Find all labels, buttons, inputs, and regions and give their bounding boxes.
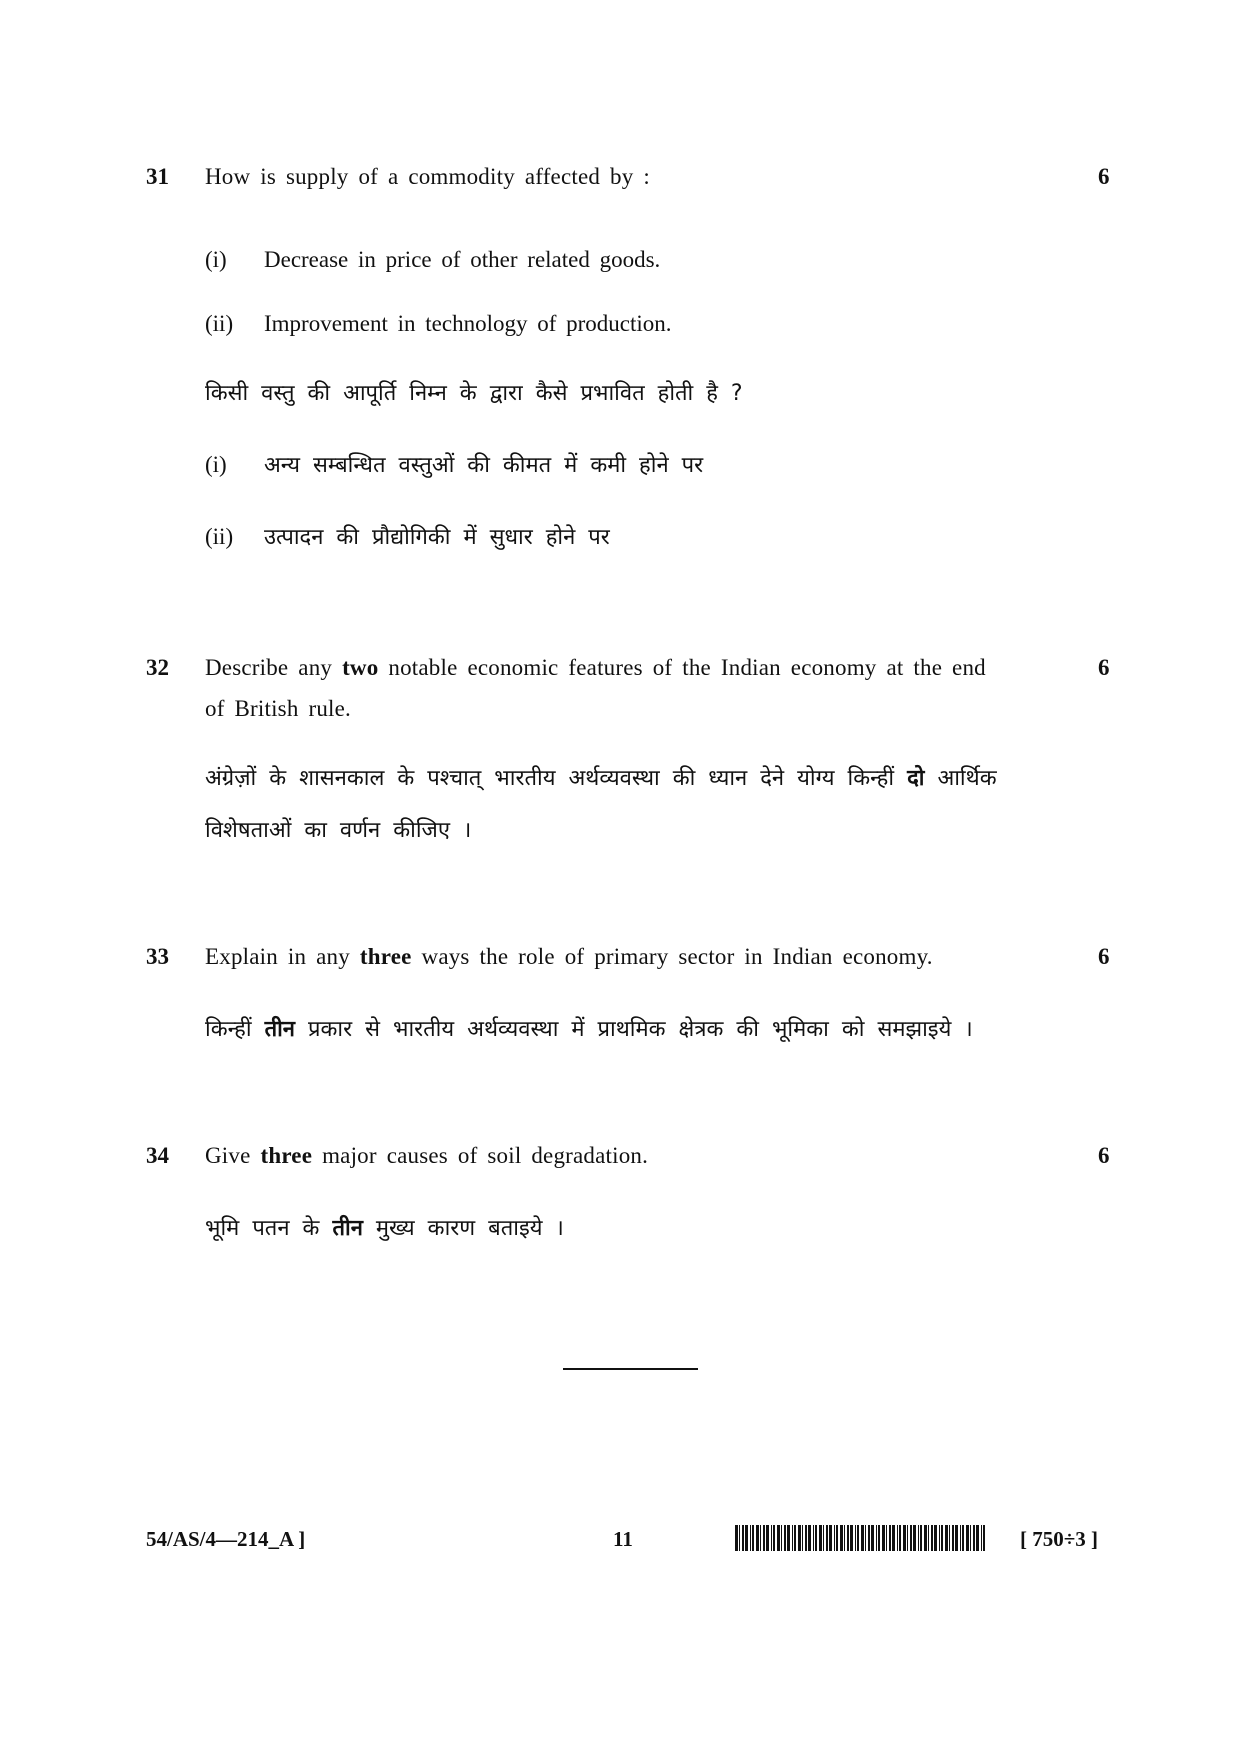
barcode-bar (882, 1525, 885, 1551)
question-number: 33 (146, 944, 169, 969)
sub-text-hi: उत्पादन की प्रौद्योगिकी में सुधार होने पर (264, 525, 610, 550)
emphasis-word: three (359, 944, 412, 969)
sub-label: (ii) (205, 311, 234, 336)
barcode-bar (805, 1525, 807, 1551)
barcode-bar (903, 1525, 906, 1551)
barcode-bar (844, 1525, 845, 1551)
barcode-bar (962, 1525, 964, 1551)
barcode-bar (855, 1525, 856, 1551)
question-text-hi (205, 762, 997, 792)
barcode-bar (813, 1525, 814, 1551)
barcode-bar (952, 1525, 954, 1551)
barcode-bar (792, 1525, 793, 1551)
sub-label: (i) (205, 452, 227, 477)
text-segment: अंग्रेज़ों के शासनकाल के पश्चात् भारतीय अर्थव्यवस्था की ध्यान देने योग्य किन्हीं (205, 766, 895, 791)
question-text-en (205, 1143, 648, 1169)
barcode-bar (857, 1525, 859, 1551)
sub-text-en: Improvement in technology of production. (264, 311, 672, 336)
barcode-bar (815, 1525, 817, 1551)
barcode-bar (945, 1525, 948, 1551)
barcode-bar (808, 1525, 811, 1551)
end-divider (563, 1368, 698, 1370)
barcode-bar (773, 1525, 775, 1551)
barcode-bar (794, 1525, 796, 1551)
barcode-bar (897, 1525, 898, 1551)
barcode-bar (920, 1525, 922, 1551)
barcode-bar (868, 1525, 870, 1551)
barcode-bar (878, 1525, 880, 1551)
barcode-bar (934, 1525, 937, 1551)
question-text-en (205, 944, 933, 970)
page-number: 11 (613, 1527, 633, 1551)
barcode-bar (861, 1525, 864, 1551)
barcode-bar (865, 1525, 866, 1551)
barcode-bar (850, 1525, 853, 1551)
emphasis-word: three (260, 1143, 313, 1168)
barcode-bar (966, 1525, 969, 1551)
emphasis-word: two (342, 655, 379, 680)
text-segment: Explain in any (205, 944, 350, 969)
print-count: [ 750÷3 ] (1020, 1527, 1099, 1551)
barcode-bar (823, 1525, 824, 1551)
barcode-bar (784, 1525, 786, 1551)
emphasis-word: तीन (332, 1216, 363, 1241)
barcode-bar (907, 1525, 908, 1551)
question-text-en (205, 655, 986, 681)
barcode-bar (834, 1525, 835, 1551)
barcode-icon (735, 1525, 987, 1551)
barcode-bar (939, 1525, 940, 1551)
barcode-bar (899, 1525, 901, 1551)
question-text-hi-line2: विशेषताओं का वर्णन कीजिए । (205, 818, 472, 843)
barcode-bar (941, 1525, 943, 1551)
paper-code: 54/AS/4—214_A ] (146, 1527, 306, 1551)
barcode-bar (735, 1525, 738, 1551)
question-text-hi (205, 1013, 973, 1043)
barcode-bar (886, 1525, 887, 1551)
barcode-bar (739, 1525, 740, 1551)
barcode-bar (871, 1525, 874, 1551)
sub-text-en: Decrease in price of other related goods. (264, 247, 661, 272)
barcode-bar (819, 1525, 822, 1551)
barcode-bar (750, 1525, 751, 1551)
barcode-bar (752, 1525, 754, 1551)
barcode-bar (918, 1525, 919, 1551)
emphasis-word: तीन (264, 1017, 296, 1042)
barcode-bar (981, 1525, 982, 1551)
barcode-bar (931, 1525, 933, 1551)
question-number: 31 (146, 164, 169, 189)
barcode-bar (826, 1525, 828, 1551)
barcode-bar (760, 1525, 761, 1551)
text-segment: मुख्य कारण बताइये । (375, 1216, 564, 1241)
question-text-hi: किसी वस्तु की आपूर्ति निम्न के द्वारा कैसे प्रभावित होती है ? (205, 381, 743, 406)
question-number: 32 (146, 655, 169, 680)
question-number: 34 (146, 1143, 169, 1168)
question-text-en-line2: of British rule. (205, 696, 351, 721)
barcode-bar (960, 1525, 961, 1551)
barcode-bar (745, 1525, 748, 1551)
barcode-bar (756, 1525, 759, 1551)
text-segment: Give (205, 1143, 251, 1168)
barcode-bar (889, 1525, 891, 1551)
barcode-bar (840, 1525, 843, 1551)
barcode-bar (876, 1525, 877, 1551)
question-marks: 6 (1098, 655, 1110, 680)
question-marks: 6 (1098, 1143, 1110, 1168)
barcode-bar (928, 1525, 929, 1551)
barcode-bar (976, 1525, 979, 1551)
barcode-bar (970, 1525, 971, 1551)
question-text-en: How is supply of a commodity affected by : (205, 164, 650, 189)
barcode-bar (802, 1525, 803, 1551)
barcode-bar (973, 1525, 975, 1551)
barcode-bar (910, 1525, 912, 1551)
sub-text-hi: अन्य सम्बन्धित वस्तुओं की कीमत में कमी होने पर (264, 453, 704, 478)
sub-label: (i) (205, 247, 227, 272)
text-segment: major causes of soil degradation. (322, 1143, 649, 1168)
barcode-bar (781, 1525, 782, 1551)
text-segment: ways the role of primary sector in Indian economy. (421, 944, 933, 969)
barcode-bar (798, 1525, 801, 1551)
question-marks: 6 (1098, 164, 1110, 189)
barcode-bar (955, 1525, 958, 1551)
barcode-bar (771, 1525, 772, 1551)
sub-label: (ii) (205, 524, 234, 549)
barcode-bar (949, 1525, 950, 1551)
barcode-bar (913, 1525, 916, 1551)
emphasis-word: दो (907, 766, 925, 791)
text-segment: notable economic features of the Indian economy at the end (388, 655, 986, 680)
barcode-bar (829, 1525, 832, 1551)
barcode-bar (836, 1525, 838, 1551)
question-marks: 6 (1098, 944, 1110, 969)
text-segment: Describe any (205, 655, 333, 680)
question-text-hi (205, 1212, 564, 1242)
barcode-bar (892, 1525, 895, 1551)
text-segment: प्रकार से भारतीय अर्थव्यवस्था में प्राथमिक क्षेत्रक की भूमिका को समझाइये । (308, 1017, 973, 1042)
barcode-bar (777, 1525, 780, 1551)
barcode-bar (766, 1525, 769, 1551)
barcode-bar (787, 1525, 790, 1551)
barcode-bar (763, 1525, 765, 1551)
barcode-bar (924, 1525, 927, 1551)
text-segment: किन्हीं (205, 1017, 252, 1042)
barcode-bar (847, 1525, 849, 1551)
text-segment: भूमि पतन के (205, 1216, 320, 1241)
text-segment: आर्थिक (937, 766, 997, 791)
barcode-bar (983, 1525, 985, 1551)
barcode-bar (742, 1525, 744, 1551)
